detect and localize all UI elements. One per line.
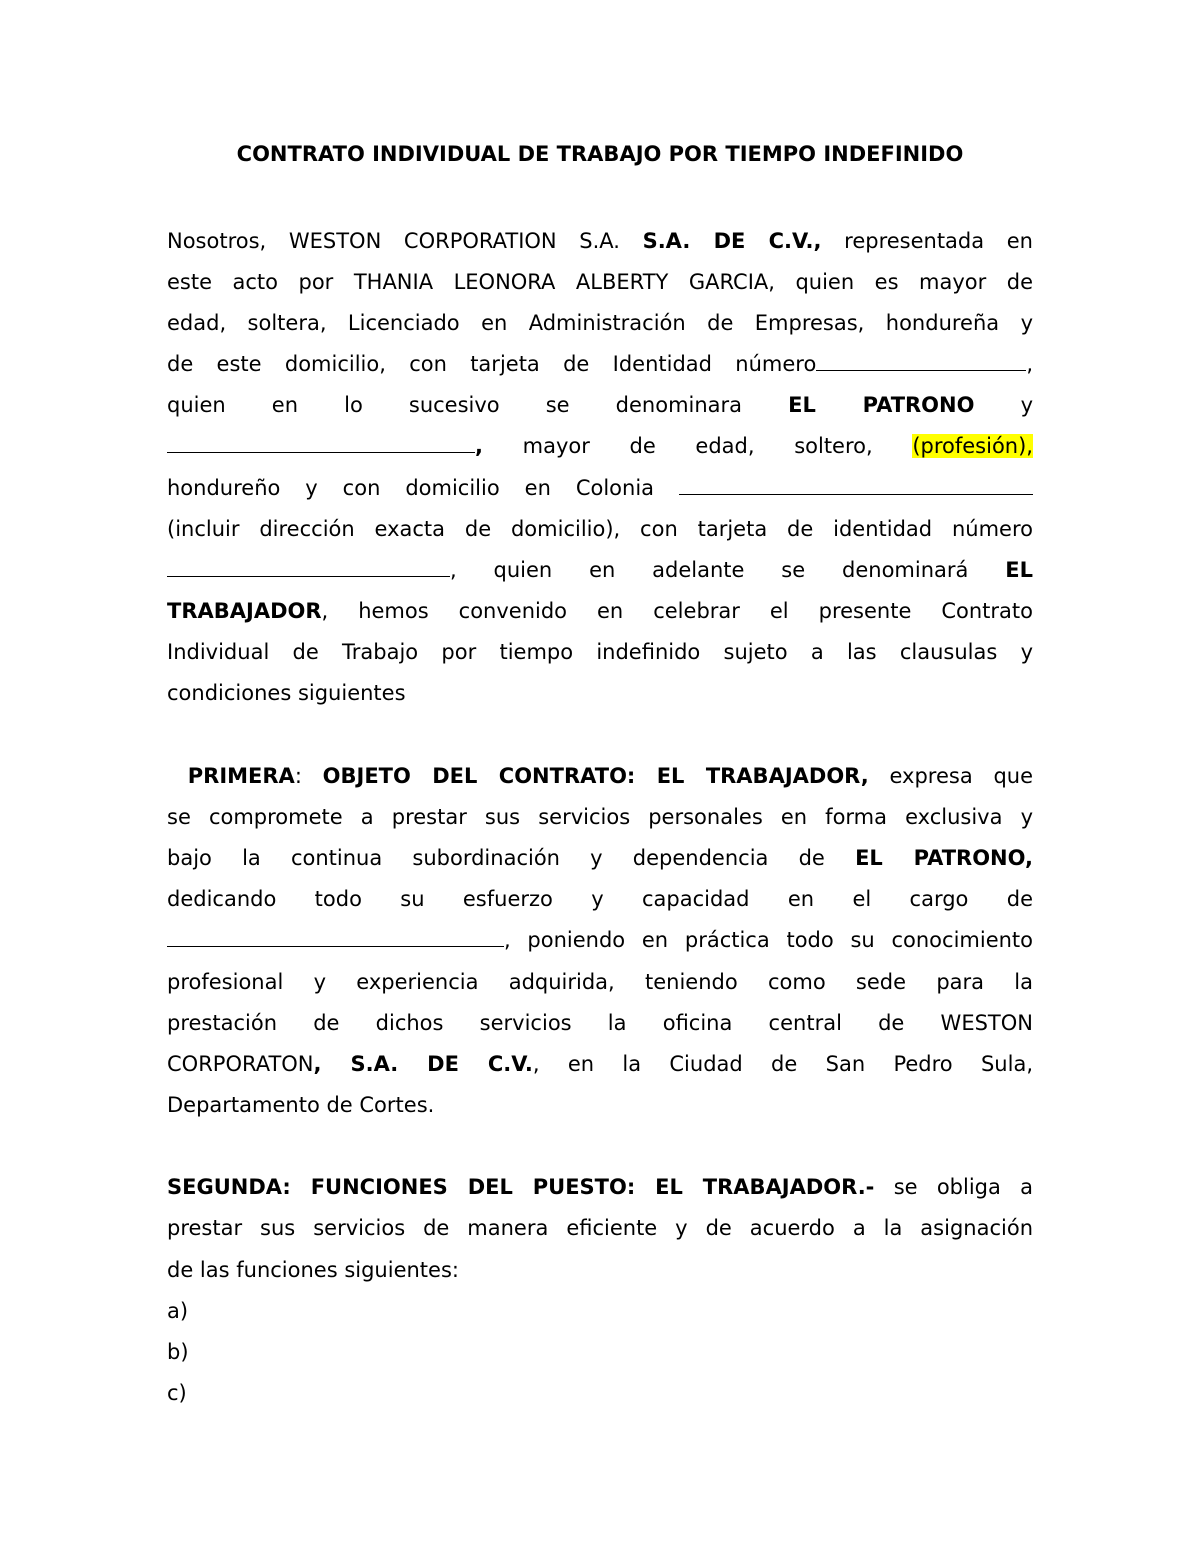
- intro-line-12: condiciones siguientes: [167, 681, 406, 705]
- list-item: b): [167, 1340, 189, 1364]
- primera-line-1: PRIMERA: OBJETO DEL CONTRATO: EL TRABAJADOR, expresa que: [187, 764, 1034, 788]
- id-number-blank[interactable]: [816, 350, 1026, 371]
- intro-line-4: de este domicilio, con tarjeta de Identidad número ,: [167, 352, 1033, 376]
- primera-line-9: Departamento de Cortes.: [167, 1093, 435, 1117]
- segunda-line-3: de las funciones siguientes:: [167, 1258, 459, 1282]
- intro-line-9: , quien en adelante se denominará EL: [167, 553, 1033, 587]
- company-name: WESTON CORPORATION S.A.: [288, 229, 620, 253]
- intro-line-1: Nosotros, WESTON CORPORATION S.A. S.A. DE C.V., representada en: [167, 229, 1033, 253]
- primera-line-7: prestación de dichos servicios la oficina central de WESTON: [167, 1011, 1033, 1035]
- contract-title: CONTRATO INDIVIDUAL DE TRABAJO POR TIEMPO INDEFINIDO: [236, 142, 964, 166]
- primera-line-6: profesional y experiencia adquirida, teniendo como sede para la: [167, 970, 1033, 994]
- list-item: c): [167, 1381, 187, 1405]
- intro-line-10: TRABAJADOR, hemos convenido en celebrar el presente Contrato: [167, 599, 1033, 623]
- intro-line-8: (incluir dirección exacta de domicilio), con tarjeta de identidad número: [167, 517, 1033, 541]
- intro-line-3: edad, soltera, Licenciado en Administración de Empresas, hondureña y: [167, 311, 1033, 335]
- intro-line-7: hondureño y con domicilio en Colonia: [167, 471, 1033, 505]
- primera-line-5: , poniendo en práctica todo su conocimiento: [167, 923, 1033, 957]
- primera-line-4: dedicando todo su esfuerzo y capacidad en el cargo de: [167, 887, 1033, 911]
- intro-line-2: este acto por THANIA LEONORA ALBERTY GARCIA, quien es mayor de: [167, 270, 1033, 294]
- intro-line-11: Individual de Trabajo por tiempo indefinido sujeto a las clausulas y: [167, 640, 1033, 664]
- worker-name-blank[interactable]: [167, 432, 475, 453]
- profession-placeholder: (profesión),: [912, 434, 1033, 458]
- primera-line-2: se compromete a prestar sus servicios personales en forma exclusiva y: [167, 805, 1033, 829]
- primera-line-3: bajo la continua subordinación y dependencia de EL PATRONO,: [167, 846, 1033, 870]
- primera-label: PRIMERA: [187, 764, 295, 788]
- worker-id-blank[interactable]: [167, 556, 450, 577]
- el-trabajador: TRABAJADOR: [167, 599, 322, 623]
- intro-line-6: , mayor de edad, soltero, (profesión),: [167, 429, 1033, 463]
- colonia-blank[interactable]: [679, 474, 1033, 495]
- segunda-heading: SEGUNDA: FUNCIONES DEL PUESTO: EL TRABAJADOR.-: [167, 1175, 875, 1199]
- segunda-line-1: SEGUNDA: FUNCIONES DEL PUESTO: EL TRABAJADOR.- se obliga a: [167, 1175, 1033, 1199]
- position-blank[interactable]: [167, 926, 504, 947]
- primera-line-8: CORPORATON, S.A. DE C.V., en la Ciudad de San Pedro Sula,: [167, 1052, 1033, 1076]
- segunda-line-2: prestar sus servicios de manera eficiente y de acuerdo a la asignación: [167, 1216, 1033, 1240]
- el-patrono: EL PATRONO: [788, 393, 975, 417]
- list-item: a): [167, 1299, 189, 1323]
- intro-line-5: quien en lo sucesivo se denominara EL PATRONO y: [167, 393, 1033, 417]
- primera-heading: OBJETO DEL CONTRATO: EL TRABAJADOR,: [322, 764, 869, 788]
